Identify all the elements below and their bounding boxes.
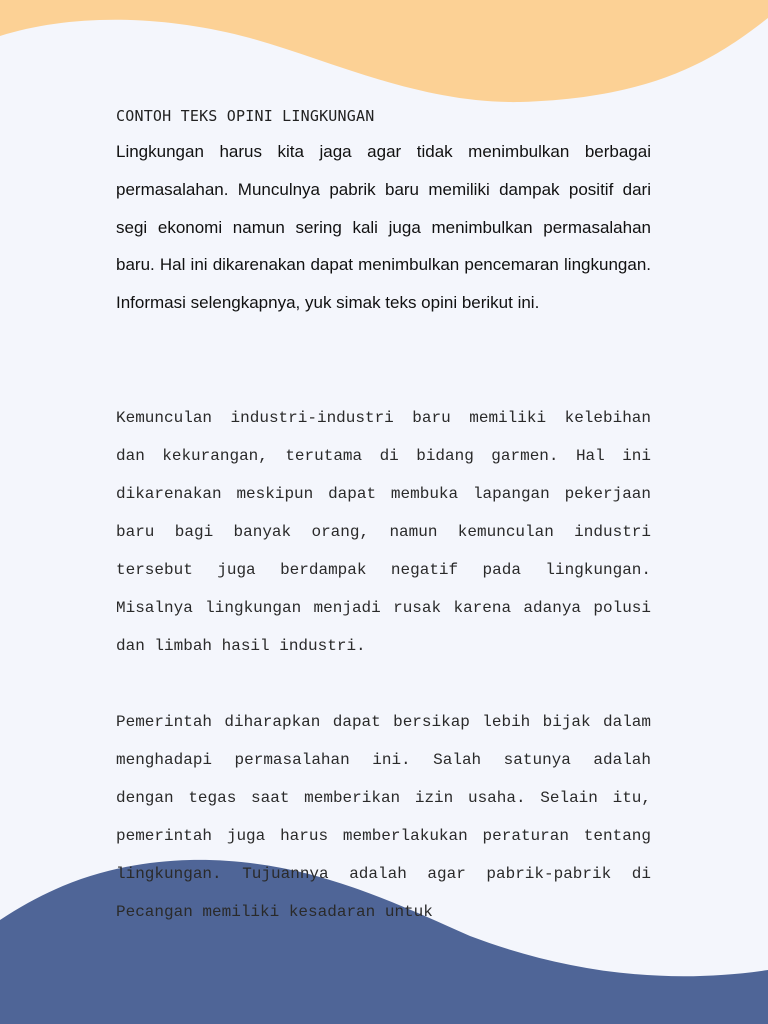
intro-paragraph: Lingkungan harus kita jaga agar tidak menimbulkan berbagai permasalahan. Munculnya pabrik baru memiliki dampak positif dari segi ekonomi namun sering kali juga menimbulkan permasalahan baru. Hal ini dikarenakan dapat menimbulkan pencemaran lingkungan. Informasi selengkapnya, yuk simak teks opini berikut ini. xyxy=(116,142,651,313)
top-wave-decoration xyxy=(0,0,768,110)
body-paragraph: Kemunculan industri-industri baru memiliki kelebihan dan kekurangan, terutama di bidang garmen. Hal ini dikarenakan meskipun dapat membuka lapangan pekerjaan baru bagi banyak orang, namun kemunculan industri tersebut juga berdampak negatif pada lingkungan. Misalnya lingkungan menjadi rusak karena adanya polusi dan limbah hasil industri. xyxy=(116,409,651,655)
top-wave-shape xyxy=(0,0,768,102)
body-paragraph: Pemerintah diharapkan dapat bersikap lebih bijak dalam menghadapi permasalahan ini. Salah satunya adalah dengan tegas saat memberikan izin usaha. Selain itu, pemerintah juga harus memberlakukan peraturan tentang lingkungan. Tujuannya adalah agar pabrik-pabrik di Pecangan memiliki kesadaran untuk xyxy=(116,713,651,921)
document-title: CONTOH TEKS OPINI LINGKUNGAN xyxy=(116,107,375,125)
